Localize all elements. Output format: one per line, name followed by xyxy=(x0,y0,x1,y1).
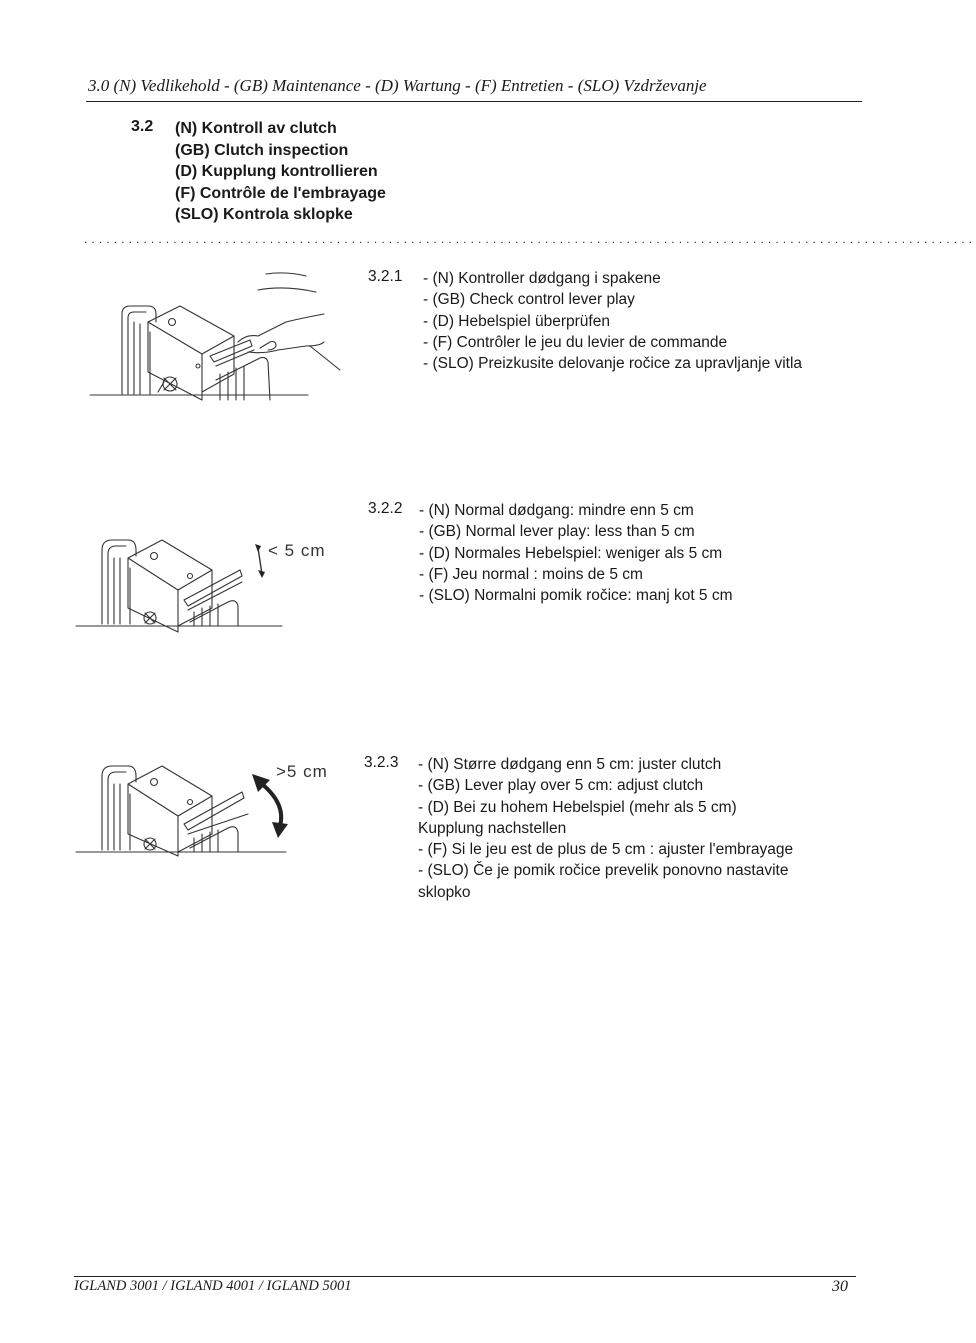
section-title-gb: (GB) Clutch inspection xyxy=(175,141,349,159)
measure-label-less: < 5 cm xyxy=(268,541,326,560)
section-title-slo: (SLO) Kontrola sklopke xyxy=(175,206,353,224)
section-title-d: (D) Kupplung kontrollieren xyxy=(175,163,378,181)
step-instructions xyxy=(423,268,802,374)
instruction-line: - (SLO) Preizkusite delovanje ročice za upravljanje vitla xyxy=(423,355,803,373)
instruction-line: - (N) Kontroller dødgang i spakene xyxy=(423,270,661,287)
footer-title: IGLAND 3001 / IGLAND 4001 / IGLAND 5001 xyxy=(74,1278,352,1294)
step-instructions xyxy=(418,754,793,903)
section-titles xyxy=(175,118,386,226)
instruction-line: - (SLO) Če je pomik ročice prevelik ponovno nastavite xyxy=(418,862,789,880)
instruction-line: - (N) Større dødgang enn 5 cm: juster clutch xyxy=(418,756,722,773)
step-number: 3.2.1 xyxy=(368,268,403,285)
step-instructions xyxy=(419,500,733,606)
instruction-line: - (SLO) Normalni pomik ročice: manj kot 5 cm xyxy=(419,587,733,605)
instruction-line: - (F) Jeu normal : moins de 5 cm xyxy=(419,565,643,583)
step-number: 3.2.2 xyxy=(368,500,403,517)
instruction-line: - (GB) Lever play over 5 cm: adjust clutch xyxy=(418,777,704,795)
step-number: 3.2.3 xyxy=(364,754,399,771)
instruction-line: - (D) Hebelspiel überprüfen xyxy=(423,312,610,330)
dotted-separator: ........................................................................................................................ xyxy=(84,232,976,246)
header-rule xyxy=(86,101,862,102)
lever-play-normal-illustration xyxy=(72,528,292,632)
instruction-line: - (D) Bei zu hohem Hebelspiel (mehr als 5 cm) xyxy=(418,798,737,816)
instruction-line: - (GB) Check control lever play xyxy=(423,291,635,309)
page-header-title: 3.0 (N) Vedlikehold - (GB) Maintenance - (D) Wartung - (F) Entretien - (SLO) Vzdrževanje xyxy=(88,76,707,95)
section-title-n: (N) Kontroll av clutch xyxy=(175,120,337,137)
lever-play-excessive-illustration xyxy=(72,752,292,856)
instruction-line: - (F) Contrôler le jeu du levier de commande xyxy=(423,333,728,351)
instruction-line: - (F) Si le jeu est de plus de 5 cm : ajuster l'embrayage xyxy=(418,841,794,859)
instruction-line: Kupplung nachstellen xyxy=(418,819,567,837)
instruction-line: - (D) Normales Hebelspiel: weniger als 5 cm xyxy=(419,544,723,562)
footer-rule xyxy=(74,1276,856,1277)
instruction-line: - (N) Normal dødgang: mindre enn 5 cm xyxy=(419,502,694,519)
measure-label-greater: >5 cm xyxy=(276,762,328,781)
page-number: 30 xyxy=(832,1278,848,1295)
section-title-f: (F) Contrôle de l'embrayage xyxy=(175,184,386,202)
winch-lever-check-illustration xyxy=(88,262,328,402)
instruction-line: sklopko xyxy=(418,883,471,901)
section-number: 3.2 xyxy=(131,118,154,135)
instruction-line: - (GB) Normal lever play: less than 5 cm xyxy=(419,523,695,541)
